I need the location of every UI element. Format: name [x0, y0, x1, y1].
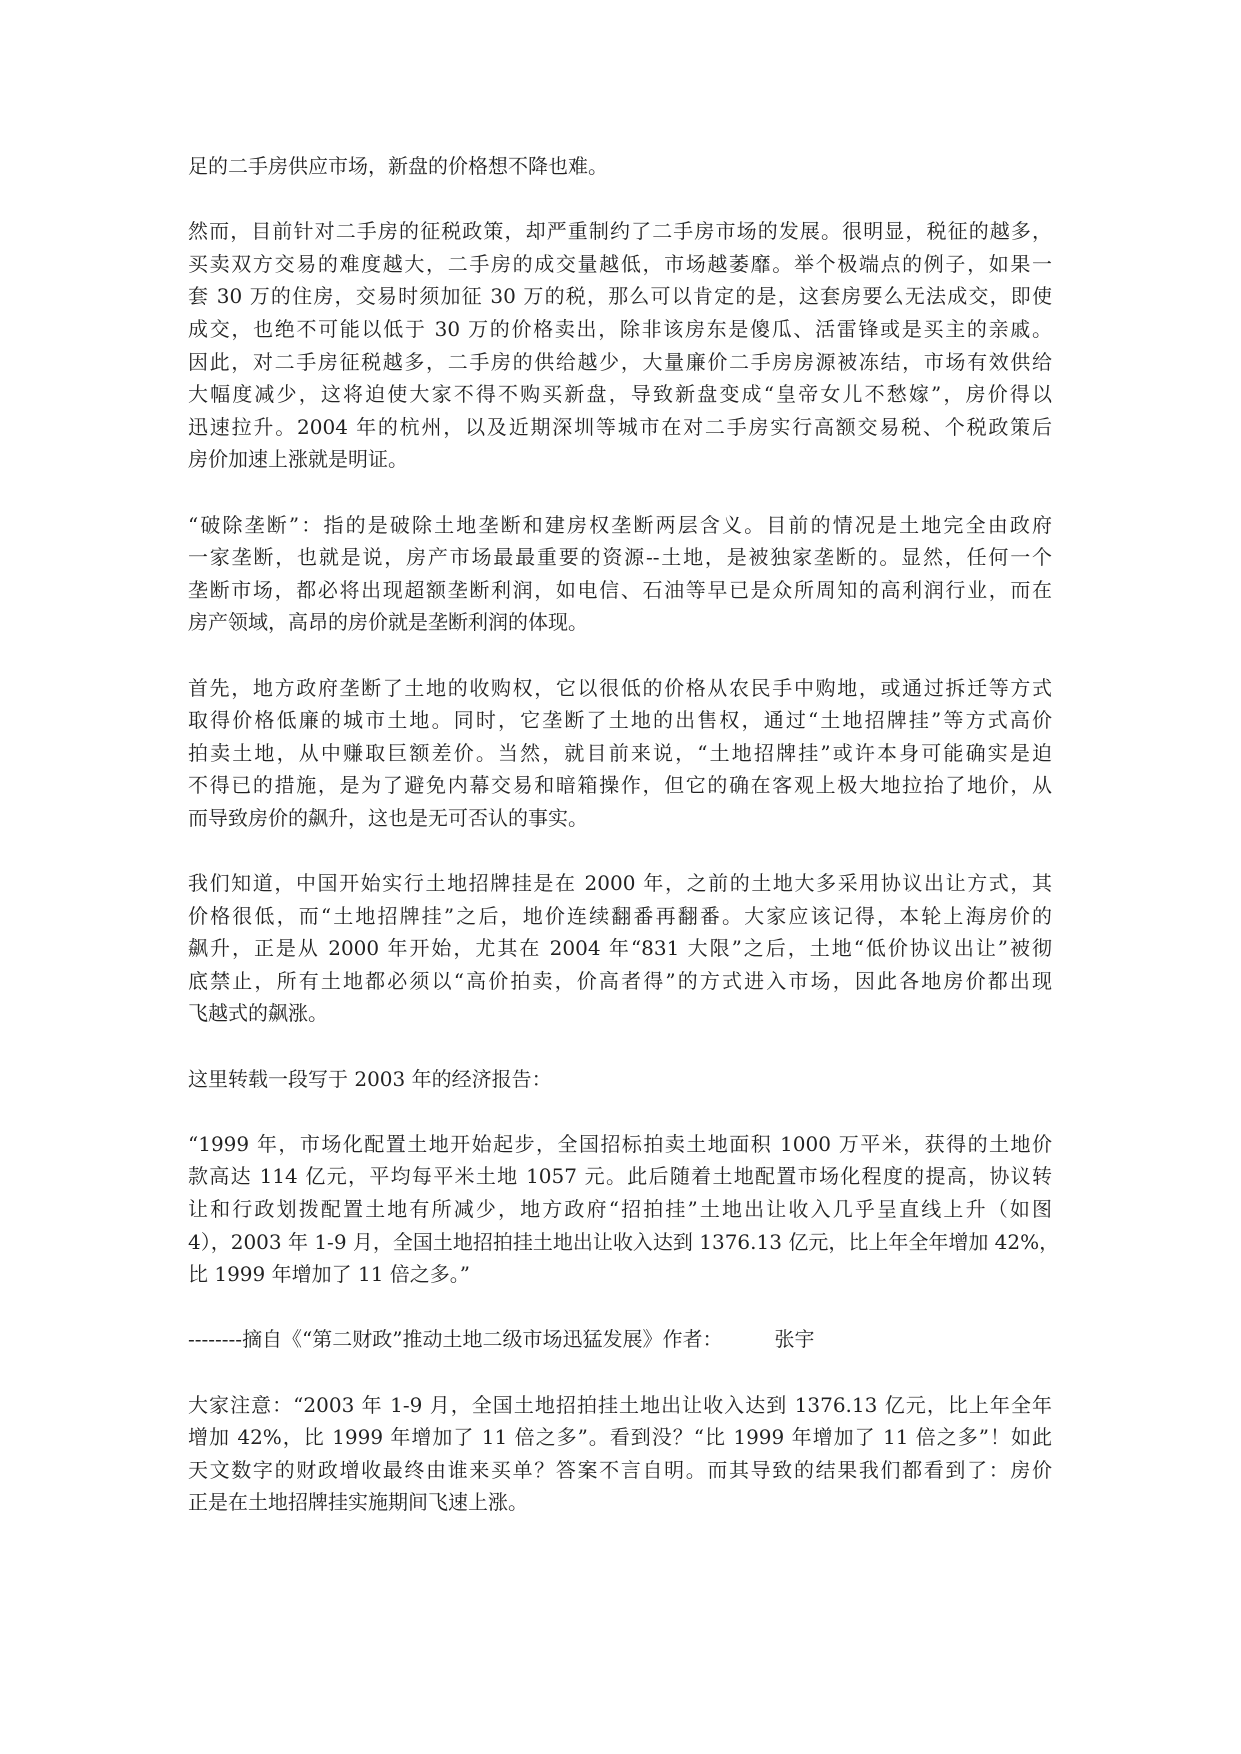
attribution-source: --------摘自《“第二财政”推动土地二级市场迅猛发展》作者： [188, 1327, 723, 1352]
paragraph-1 [188, 150, 1052, 183]
text-line: “破除垄断”：指的是破除土地垄断和建房权垄断两层含义。目前的情况是土地完全由政府 [188, 512, 1052, 537]
text-line: 垄断市场，都必将出现超额垄断利润，如电信、石油等早已是众所周知的高利润行业，而在 [188, 577, 1052, 602]
paragraph-3 [188, 509, 1052, 639]
text-line: 买卖双方交易的难度越大，二手房的成交量越低，市场越萎靡。举个极端点的例子，如果一 [188, 251, 1052, 276]
paragraph-2 [188, 215, 1052, 476]
text-line: 一家垄断，也就是说，房产市场最最重要的资源--土地，是被独家垄断的。显然，任何一个 [188, 545, 1052, 570]
text-line: 飞越式的飙涨。 [188, 1001, 328, 1026]
paragraph-9 [188, 1389, 1052, 1519]
text-line: 首先，地方政府垄断了土地的收购权，它以很低的价格从农民手中购地，或通过拆迁等方式 [188, 675, 1052, 700]
attribution-text [188, 1323, 1052, 1356]
text-line: 我们知道，中国开始实行土地招牌挂是在 2000 年，之前的土地大多采用协议出让方式，其 [188, 871, 1052, 896]
document-body [188, 150, 1060, 1552]
paragraph-4 [188, 672, 1052, 835]
text-line: 取得价格低廉的城市土地。同时，它垄断了土地的出售权，通过“土地招牌挂”等方式高价 [188, 708, 1052, 733]
text-line: 房价加速上涨就是明证。 [188, 447, 408, 472]
text-line: 这里转载一段写于 2003 年的经济报告： [188, 1066, 552, 1091]
text-line: 底禁止，所有土地都必须以“高价拍卖，价高者得”的方式进入市场，因此各地房价都出现 [188, 968, 1052, 993]
text-line: 不得已的措施，是为了避免内幕交易和暗箱操作，但它的确在客观上极大地拉抬了地价，从 [188, 773, 1052, 798]
text-line: 房产领域，高昂的房价就是垄断利润的体现。 [188, 610, 588, 635]
text-line: 4），2003 年 1-9 月，全国土地招拍挂土地出让收入达到 1376.13 亿元，比上年全年增加 42%， [188, 1229, 1060, 1254]
text-line: 大幅度减少，这将迫使大家不得不购买新盘，导致新盘变成“皇帝女儿不愁嫁”，房价得以 [188, 382, 1052, 407]
text-line: 正是在土地招牌挂实施期间飞速上涨。 [188, 1490, 528, 1515]
text-line: 然而，目前针对二手房的征税政策，却严重制约了二手房市场的发展。很明显，税征的越多， [188, 219, 1052, 244]
text-line: 价格很低，而“土地招牌挂”之后，地价连续翻番再翻番。大家应该记得，本轮上海房价的 [188, 903, 1052, 928]
paragraph-5 [188, 867, 1052, 1030]
text-line: 大家注意：“2003 年 1-9 月，全国土地招拍挂土地出让收入达到 1376.13 亿元，比上年全年 [188, 1392, 1052, 1417]
text-line: 因此，对二手房征税越多，二手房的供给越少，大量廉价二手房房源被冻结，市场有效供给 [188, 349, 1052, 374]
text-line: 成交，也绝不可能以低于 30 万的价格卖出，除非该房东是傻瓜、活雷锋或是买主的亲戚。 [188, 316, 1052, 341]
quotation-paragraph [188, 1128, 1060, 1291]
text-line: 比 1999 年增加了 11 倍之多。” [188, 1262, 471, 1287]
attribution-line [188, 1323, 1052, 1356]
text-line: 天文数字的财政增收最终由谁来买单？答案不言自明。而其导致的结果我们都看到了：房价 [188, 1457, 1052, 1482]
text-line: 让和行政划拨配置土地有所减少，地方政府“招拍挂”土地出让收入几乎呈直线上升（如图 [188, 1197, 1052, 1221]
text-line: 套 30 万的住房，交易时须加征 30 万的税，那么可以肯定的是，这套房要么无法成交，即使 [188, 284, 1052, 309]
text-line: 飙升，正是从 2000 年开始，尤其在 2004 年“831 大限”之后，土地“低价协议出让”被彻 [188, 936, 1052, 961]
paragraph-6 [188, 1063, 1052, 1096]
text-line: 增加 42%，比 1999 年增加了 11 倍之多”。看到没？“比 1999 年增加了 11 倍之多”！如此 [188, 1425, 1052, 1450]
text-line: 而导致房价的飙升，这也是无可否认的事实。 [188, 805, 588, 830]
attribution-author: 张宇 [774, 1327, 815, 1352]
text-line: 迅速拉升。2004 年的杭州，以及近期深圳等城市在对二手房实行高额交易税、个税政策后 [188, 414, 1052, 439]
text-line: “1999 年，市场化配置土地开始起步，全国招标拍卖土地面积 1000 万平米，获得的土地价 [188, 1131, 1052, 1156]
text-line: 款高达 114 亿元，平均每平米土地 1057 元。此后随着土地配置市场化程度的提高，协议转 [188, 1164, 1052, 1189]
text-line: 足的二手房供应市场，新盘的价格想不降也难。 [188, 154, 608, 178]
text-line: 拍卖土地，从中赚取巨额差价。当然，就目前来说，“土地招牌挂”或许本身可能确实是迫 [188, 740, 1052, 765]
